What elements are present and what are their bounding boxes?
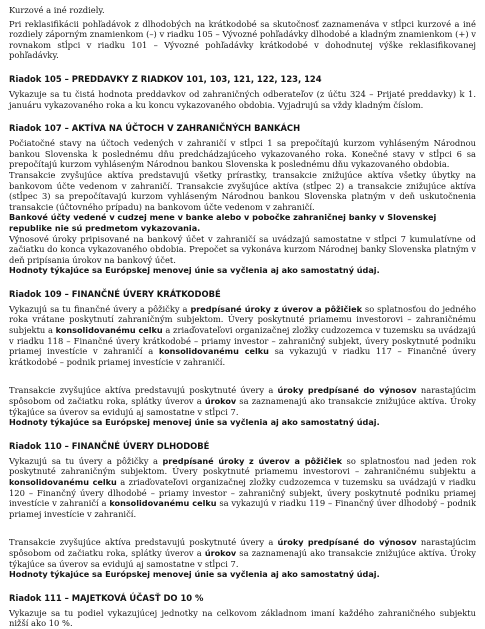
section-107-note-emu: Hodnoty týkajúce sa Európskej menovej únie sa vyčlenia aj ako samostatný údaj. <box>9 265 380 276</box>
section-heading-109: Riadok 109 – FINANČNÉ ÚVERY KRÁTKODOBÉ <box>9 288 221 299</box>
section-heading-110: Riadok 110 – FINANČNÉ ÚVERY DLHODOBÉ <box>9 440 210 451</box>
section-107-note-bank-accounts: Bankové účty vedené v cudzej mene v banke alebo v pobočke zahraničnej banky v Slovenskej republike nie sú predmetom vykazovania. <box>9 212 437 233</box>
section-107-paragraph-3: Výnosové úroky pripisované na bankový účet v zahraničí sa uvádzajú samostatne v stĺpci 7 kumulatívne od začiatku do konca vykazovaného obdobia. Prepočet sa vykonáva kurzom Národnej banky Slovenska platným v deň pripísania úrokov na bankový účet. <box>9 233 476 265</box>
section-row-110 <box>9 441 476 580</box>
section-111-paragraph: Vykazuje sa tu podiel vykazujúcej jednotky na celkovom základnom imaní každého zahraničného subjektu nižší ako 10 %. <box>9 607 476 629</box>
section-row-109 <box>9 289 476 428</box>
section-105-paragraph: Vykazuje sa tu čistá hodnota preddavkov od zahraničných odberateľov (z účtu 324 – Prijaté preddavky) k 1. januáru vykazovaného roka a ku koncu vykazovaného obdobia. Vyjadrujú sa vždy kladným číslom. <box>9 88 476 110</box>
section-row-105 <box>9 74 476 110</box>
intro-section <box>9 5 476 61</box>
section-110-paragraph-2: Transakcie zvyšujúce aktíva predstavujú poskytnuté úvery a úroky predpísané do výnosov narastajúcim spôsobom od začiatku roka, splátky úverov a úrokov sa zaznamenajú ako transakcie znižujúce aktíva. Úroky týkajúce sa úverov sa evidujú aj samostatne v stĺpci 7. <box>9 537 476 569</box>
section-heading-105: Riadok 105 – PREDDAVKY Z RIADKOV 101, 103, 121, 122, 123, 124 <box>9 73 322 84</box>
section-heading-107: Riadok 107 – AKTÍVA NA ÚČTOCH V ZAHRANIČNÝCH BANKÁCH <box>9 123 301 134</box>
section-row-107 <box>9 123 476 276</box>
section-heading-111: Riadok 111 – MAJETKOVÁ ÚČASŤ DO 10 % <box>9 592 204 603</box>
section-110-note-emu: Hodnoty týkajúce sa Európskej menovej únie sa vyčlenia aj ako samostatný údaj. <box>9 569 380 580</box>
intro-paragraph-2: Pri reklasifikácii pohľadávok z dlhodobých na krátkodobé sa skutočnosť zaznamenáva v stĺpci kurzové a iné rozdiely záporným znamienkom (–) v riadku 105 – Vývozné pohľadávky dlhodobé a kladným znamienkom (+) v rovnakom stĺpci v riadku 101 – Vývozné pohľadávky krátkodobé v dohodnutej výške reklasifikovanej pohľadávky. <box>9 18 476 61</box>
intro-paragraph-1: Kurzové a iné rozdiely. <box>9 5 105 15</box>
section-107-paragraph-1: Počiatočné stavy na účtoch vedených v zahraničí v stĺpci 1 sa prepočítajú kurzom vyhláseným Národnou bankou Slovenska k poslednému dňu predchádzajúceho vykazovaného roka. Konečné stavy v stĺpci 6 sa prepočítajú kurzom vyhláseným Národnou bankou Slovenska k poslednému dňu vykazovaného obdobia. <box>9 138 476 170</box>
section-109-paragraph-1: Vykazujú sa tu finančné úvery a pôžičky a predpísané úroky z úverov a pôžičiek so splatnosťou do jedného roka vrátane poskytnutí zahraničným subjektom. Úvery poskytnuté priamemu investorovi – zahraničnému subjektu a konsolidovanému celku a zriaďovateľovi organizačnej zložky cudzozemca v tuzemsku sa uvádzajú v riadku 118 – Finančné úvery krátkodobé – priamy investor – zahraničný subjekt, úvery poskytnuté podniku priamej investície v zahraničí a konsolidovanému celku sa vykazujú v riadku 117 – Finančné úvery krátkodobé – podnik priamej investície v zahraničí. <box>9 303 477 367</box>
section-110-paragraph-1: Vykazujú sa tu úvery a pôžičky a predpísané úroky z úverov a pôžičiek so splatnosťou nad jeden rok poskytnuté zahraničným subjektom. Úvery poskytnuté priamemu investorovi – zahraničnému subjektu a konsolidovanému celku a zriaďovateľovi organizačnej zložky cudzozemca v tuzemsku sa uvádzajú v riadku 120 – Finančný úvery dlhodobé – priamy investor – zahraničný subjekt, úvery poskytnuté podniku priamej investície v zahraničí a konsolidovanému celku sa vykazujú v riadku 119 – Finančný úver dlhodobý – podnik priamej investície v zahraničí. <box>9 455 476 519</box>
section-109-paragraph-2: Transakcie zvyšujúce aktíva predstavujú poskytnuté úvery a úroky predpísané do výnosov narastajúcim spôsobom od začiatku roka, splátky úverov a úrokov sa zaznamenajú ako transakcie znižujúce aktíva. Úroky týkajúce sa úverov sa evidujú aj samostatne v stĺpci 7. <box>9 385 476 417</box>
section-107-paragraph-2: Transakcie zvyšujúce aktíva predstavujú všetky prírastky, transakcie znižujúce aktíva všetky úbytky na bankovom účte vedenom v zahraničí. Transakcie zvyšujúce aktíva (stĺpec 2) a transakcie znižujúce aktíva (stĺpec 3) sa prepočítavajú kurzom vyhláseným Národnou bankou Slovenska platným v deň uskutočnenia transakcie (účtovného prípadu) na bankovom účte vedenom v zahraničí. <box>9 169 476 212</box>
section-109-note-emu: Hodnoty týkajúce sa Európskej menovej únie sa vyčlenia aj ako samostatný údaj. <box>9 417 380 428</box>
section-row-111 <box>9 593 476 629</box>
